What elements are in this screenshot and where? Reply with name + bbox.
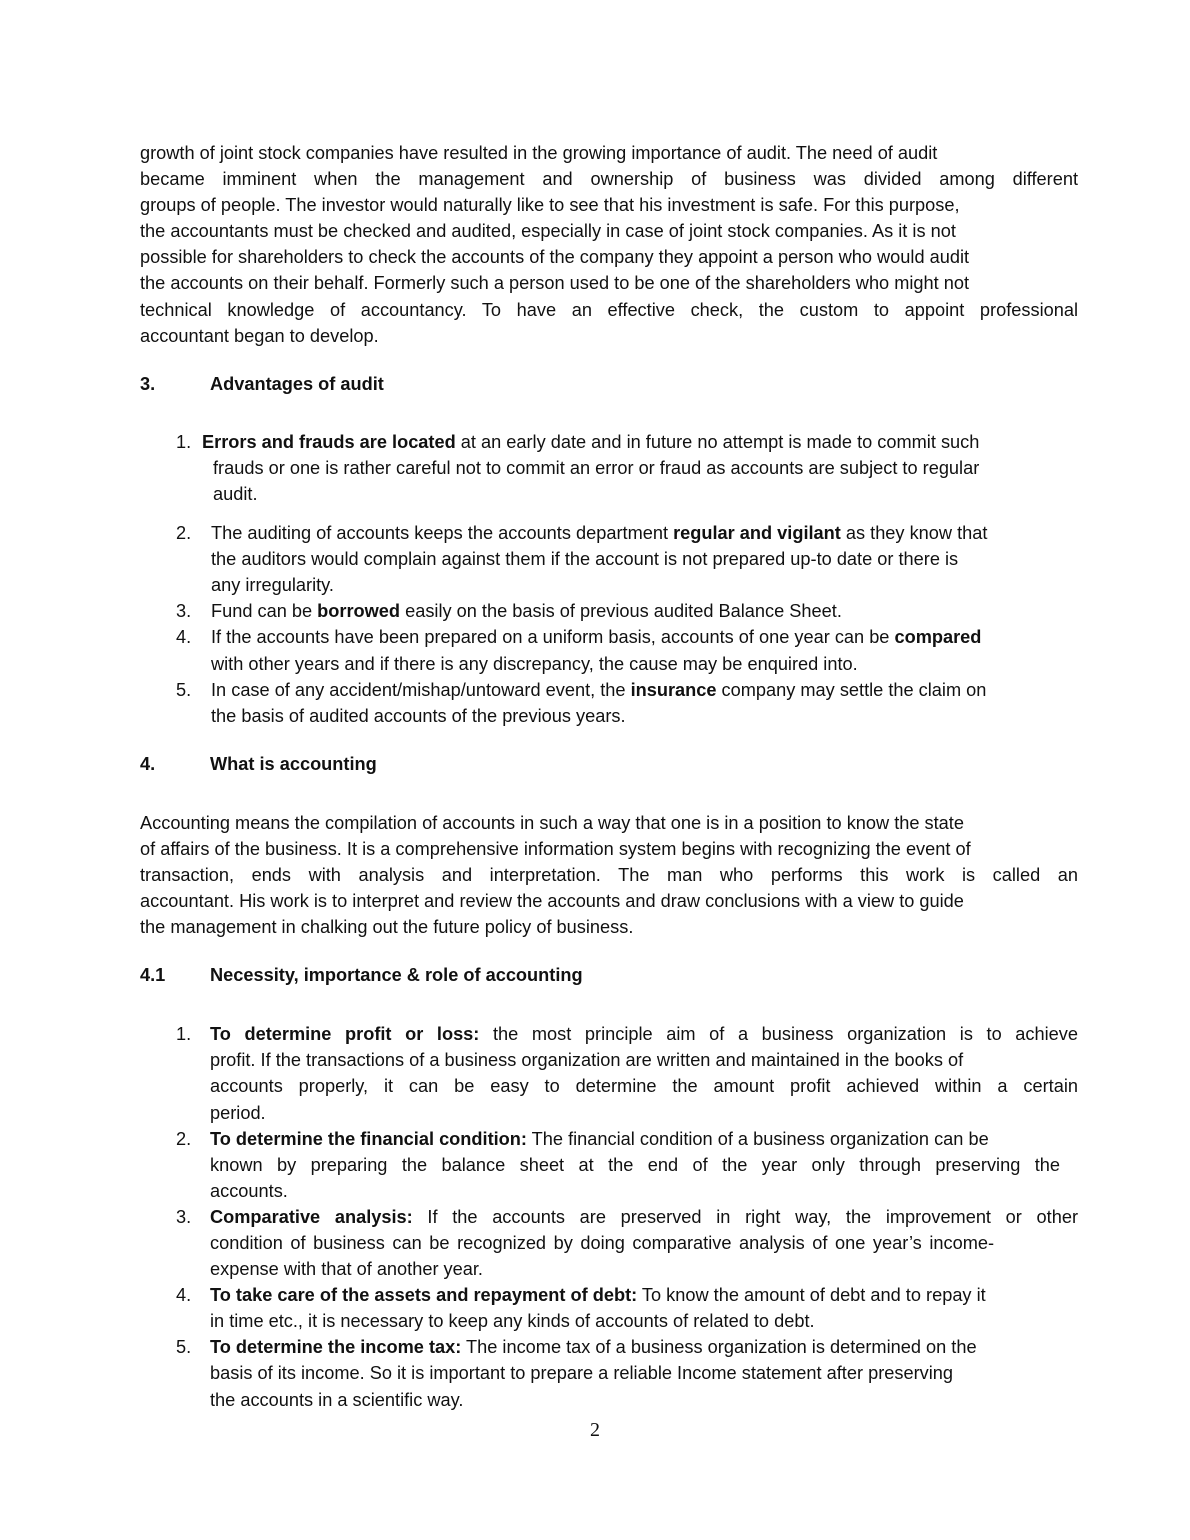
item-text: easily on the basis of previous audited Balance Sheet.	[400, 601, 842, 622]
section-title: Necessity, importance & role of accounting	[210, 965, 583, 986]
intro-line: accountant began to develop.	[140, 325, 379, 346]
item-bold-text: borrowed	[317, 601, 401, 622]
paragraph-line: of affairs of the business. It is a comprehensive information system begins with recognizing the event of	[140, 838, 971, 859]
paragraph-line: accountant. His work is to interpret and review the accounts and draw conclusions with a view to guide	[140, 891, 964, 912]
intro-line: technical knowledge of accountancy. To have an effective check, the custom to appoint professional	[140, 299, 1078, 320]
item-bold-text: compared	[894, 627, 982, 648]
item-line: expense with that of another year.	[210, 1259, 483, 1280]
item-line	[210, 1334, 1078, 1360]
item-text: at an early date and in future no attempt is made to commit such	[455, 431, 980, 452]
section-4-1-heading	[140, 962, 1078, 988]
paragraph-line: the management in chalking out the future policy of business.	[140, 917, 634, 938]
item-line: with other years and if there is any discrepancy, the cause may be enquired into.	[211, 653, 858, 674]
list-item	[140, 624, 1078, 676]
item-number: 5.	[176, 679, 192, 700]
item-line: frauds or one is rather careful not to commit an error or fraud as accounts are subject to regular	[213, 457, 980, 478]
section-number: 4.	[140, 753, 156, 774]
item-line: any irregularity.	[211, 575, 334, 596]
item-text: To know the amount of debt and to repay it	[637, 1285, 986, 1306]
item-line: known by preparing the balance sheet at the end of the year only through preserving the	[210, 1154, 1060, 1175]
item-text: If the accounts are preserved in right way, the improvement or other	[412, 1206, 1078, 1227]
section-4-heading	[140, 751, 1078, 777]
list-item	[140, 1204, 1078, 1282]
item-line: in time etc., it is necessary to keep any kinds of accounts of related to debt.	[210, 1311, 815, 1332]
item-line: condition of business can be recognized by doing comparative analysis of one year’s income-	[210, 1233, 995, 1253]
list-item	[140, 520, 1078, 598]
item-text: In case of any accident/mishap/untoward event, the	[211, 679, 631, 700]
item-line: the accounts in a scientific way.	[210, 1389, 464, 1410]
accounting-paragraph	[140, 810, 1078, 940]
item-number: 1.	[176, 431, 192, 452]
intro-line: the accounts on their behalf. Formerly such a person used to be one of the shareholders who might not	[140, 273, 970, 294]
item-bold-text: regular and vigilant	[673, 523, 841, 544]
intro-line: possible for shareholders to check the accounts of the company they appoint a person who would audit	[140, 247, 970, 268]
item-bold-text: Comparative analysis:	[210, 1206, 413, 1227]
list-item	[140, 598, 1078, 624]
item-line	[211, 677, 1078, 703]
item-line: accounts.	[210, 1180, 288, 1201]
paragraph-line: Accounting means the compilation of accounts in such a way that one is in a position to know the state	[140, 812, 964, 833]
list-item	[140, 429, 1078, 507]
item-bold-text: To determine the financial condition:	[210, 1128, 527, 1149]
list-item	[140, 677, 1078, 729]
item-number: 5.	[176, 1337, 192, 1358]
paragraph-line: transaction, ends with analysis and interpretation. The man who performs this work is called an	[140, 864, 1078, 885]
item-text: The financial condition of a business organization can be	[526, 1128, 989, 1149]
item-text: If the accounts have been prepared on a uniform basis, accounts of one year can be	[211, 627, 895, 648]
item-line	[211, 520, 1078, 546]
item-bold-text: To take care of the assets and repayment of debt:	[210, 1285, 638, 1306]
section-number: 4.1	[140, 965, 166, 986]
item-line: the basis of audited accounts of the previous years.	[211, 705, 626, 726]
item-line: accounts properly, it can be easy to determine the amount profit achieved within a certain	[210, 1076, 1078, 1097]
section-3-heading	[140, 371, 1078, 397]
item-line	[202, 429, 1078, 455]
item-number: 2.	[176, 523, 192, 544]
item-text: as they know that	[840, 523, 988, 544]
advantages-list	[140, 429, 1078, 729]
page-number: 2	[590, 1419, 600, 1441]
list-item	[140, 1021, 1078, 1125]
item-number: 3.	[176, 601, 192, 622]
list-item	[140, 1282, 1078, 1334]
item-line	[210, 1204, 1078, 1230]
item-bold-text: Errors and frauds are located	[202, 431, 456, 452]
item-text: The income tax of a business organization is determined on the	[461, 1337, 977, 1358]
item-line	[210, 1021, 1078, 1047]
item-line	[211, 598, 1078, 624]
item-text: The auditing of accounts keeps the accounts department	[211, 523, 674, 544]
item-line: basis of its income. So it is important to prepare a reliable Income statement after preserving	[210, 1363, 954, 1384]
item-line	[210, 1282, 1078, 1308]
list-item	[140, 1334, 1078, 1412]
item-number: 3.	[176, 1206, 192, 1227]
item-text: Fund can be	[211, 601, 318, 622]
item-number: 4.	[176, 1285, 192, 1306]
item-line: period.	[210, 1102, 266, 1123]
item-bold-text: insurance	[630, 679, 717, 700]
section-title: What is accounting	[210, 753, 377, 774]
item-line: profit. If the transactions of a business organization are written and maintained in the books of	[210, 1050, 964, 1071]
item-number: 2.	[176, 1128, 192, 1149]
intro-line: groups of people. The investor would naturally like to see that his investment is safe. For this purpose,	[140, 195, 960, 216]
section-number: 3.	[140, 373, 156, 394]
item-text: the most principle aim of a business organization is to achieve	[479, 1024, 1078, 1045]
item-line	[210, 1126, 1078, 1152]
intro-line: the accountants must be checked and audited, especially in case of joint stock companies. As it is not	[140, 221, 956, 242]
item-bold-text: To determine profit or loss:	[210, 1024, 480, 1045]
item-line	[211, 624, 1078, 650]
intro-line: growth of joint stock companies have resulted in the growing importance of audit. The need of audit	[140, 143, 938, 163]
list-item	[140, 1126, 1078, 1204]
document-page	[140, 140, 1078, 1413]
item-line: the auditors would complain against them if the account is not prepared up-to date or there is	[211, 549, 959, 570]
item-bold-text: To determine the income tax:	[210, 1337, 462, 1358]
item-number: 4.	[176, 627, 192, 648]
intro-line: became imminent when the management and ownership of business was divided among different	[140, 169, 1078, 190]
item-number: 1.	[176, 1024, 192, 1045]
accounting-roles-list	[140, 1021, 1078, 1412]
item-line: audit.	[213, 483, 258, 504]
item-text: company may settle the claim on	[716, 679, 987, 700]
section-title: Advantages of audit	[210, 373, 384, 394]
intro-paragraph	[140, 140, 1078, 349]
